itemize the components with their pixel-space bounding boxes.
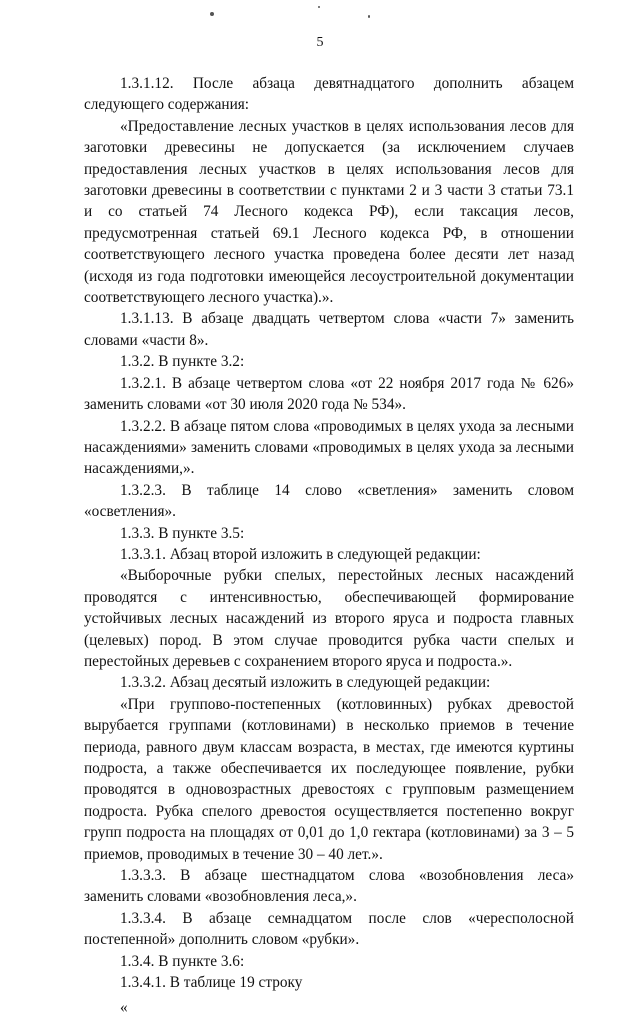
paragraph-1-3-2-3: 1.3.2.3. В таблице 14 слово «светления» заменить словом «осветления».: [84, 481, 574, 521]
opening-quote-mark: «: [120, 999, 128, 1017]
paragraph-quote-selective-felling: «Выборочные рубки спелых, перестойных лесных насаждений проводятся с интенсивностью, обеспечивающей формирование устойчивых лесных насаждений из второго яруса и подроста главных (целевых) пород. В этом случае проводится рубка части спелых и перестойных деревьев с сохранением второго яруса и подроста.».: [84, 567, 574, 670]
document-body: [84, 73, 574, 1019]
paragraph-1-3-3-3: 1.3.3.3. В абзаце шестнадцатом слова «возобновления леса» заменить словами «возобновления леса,».: [84, 867, 574, 906]
paragraph-quote-forest-plots: «Предоставление лесных участков в целях использования лесов для заготовки древесины не допускается (за исключением случаев предоставления лесных участков в целях использования лесов для заготовки древесины в соответствии с пунктами 2 и 3 части 3 статьи 73.1 и со статьей 74 Лесного кодекса РФ), если таксация лесов, предусмотренная статьей 69.1 Лесного кодекса РФ, в отношении соответствующего лесного участка проведена более десяти лет назад (исходя из года подготовки имеющейся лесоустроительной документации соответствующего лесного участка).».: [84, 117, 574, 307]
paragraph-1-3-4-1: 1.3.4.1. В таблице 19 строку: [120, 974, 303, 992]
paragraph-1-3-3: 1.3.3. В пункте 3.5:: [120, 524, 245, 542]
paragraph-1-3-4: 1.3.4. В пункте 3.6:: [120, 952, 245, 970]
scan-speck: [318, 6, 320, 8]
scan-speck: [210, 12, 214, 16]
paragraph-1-3-3-4: 1.3.3.4. В абзаце семнадцатом после слов «чересполосной постепенной» дополнить словом «рубки».: [84, 909, 574, 949]
paragraph-quote-group-felling: «При группово-постепенных (котловинных) рубках древостой вырубается группами (котловинами) в несколько приемов в течение периода, равного двум классам возраста, в местах, где имеются куртины подроста, а также обеспечивается их последующее появление, рубки проводятся в одновозрастных древостоях с групповым размещением подроста. Рубка спелого древостоя осуществляется постепенно вокруг групп подроста на площадях от 0,01 до 1,0 гектара (котловинами) за 3 – 5 приемов, проводимых в течение 30 – 40 лет.».: [84, 695, 574, 863]
page-number: 5: [316, 35, 324, 50]
paragraph-1-3-2-2: 1.3.2.2. В абзаце пятом слова «проводимых в целях ухода за лесными насаждениями» заменить словами «проводимых в целях ухода за лесными насаждениями,».: [84, 417, 574, 478]
scan-speck: [368, 15, 370, 18]
paragraph-1-3-2-1: 1.3.2.1. В абзаце четвертом слова «от 22 ноября 2017 года № 626» заменить словами «от 30 июля 2020 года № 534».: [84, 374, 574, 414]
paragraph-1-3-3-1: 1.3.3.1. Абзац второй изложить в следующей редакции:: [120, 545, 481, 563]
paragraph-1-3-3-2: 1.3.3.2. Абзац десятый изложить в следующей редакции:: [120, 674, 491, 692]
paragraph-1-3-2: 1.3.2. В пункте 3.2:: [120, 353, 245, 371]
paragraph-1-3-1-13: 1.3.1.13. В абзаце двадцать четвертом слова «части 7» заменить словами «части 8».: [84, 310, 574, 349]
paragraph-1-3-1-12: 1.3.1.12. После абзаца девятнадцатого дополнить абзацем следующего содержания:: [84, 75, 574, 114]
